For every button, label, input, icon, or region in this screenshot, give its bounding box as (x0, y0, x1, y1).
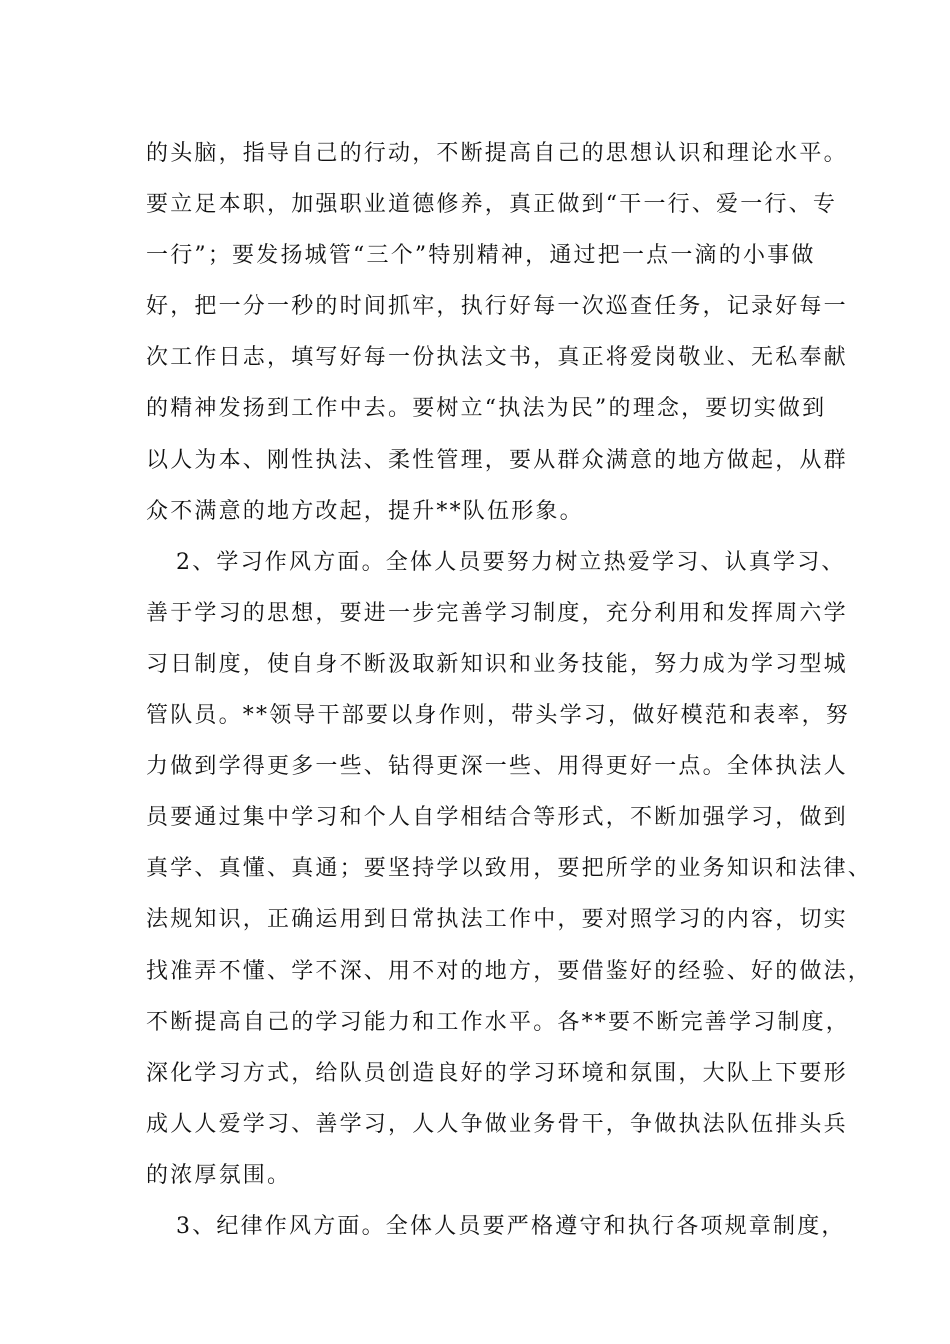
paragraph-start-line: 3、纪律作风方面。全体人员要严格遵守和执行各项规章制度， (176, 1213, 846, 1239)
text-line: 找准弄不懂、学不深、用不对的地方，要借鉴好的经验、好的做法， (146, 958, 873, 984)
text-line: 力做到学得更多一些、钻得更深一些、用得更好一点。全体执法人 (146, 754, 848, 780)
text-line: 的头脑，指导自己的行动，不断提高自己的思想认识和理论水平。 (146, 141, 848, 166)
text-line: 的精神发扬到工作中去。要树立“执法为民”的理念，要切实做到 (146, 396, 827, 422)
text-line: 以人为本、刚性执法、柔性管理，要从群众满意的地方做起，从群 (146, 447, 848, 473)
document-body (146, 128, 873, 1252)
paragraph-start-line: 2、学习作风方面。全体人员要努力树立热爱学习、认真学习、 (176, 549, 846, 575)
text-line: 次工作日志，填写好每一份执法文书，真正将爱岗敬业、无私奉献 (146, 345, 848, 371)
text-line: 法规知识，正确运用到日常执法工作中，要对照学习的内容，切实 (146, 907, 848, 933)
text-line: 要立足本职，加强职业道德修养，真正做到“干一行、爱一行、专 (146, 192, 838, 218)
text-line: 一行”；要发扬城管“三个”特别精神，通过把一点一滴的小事做 (146, 243, 816, 269)
text-line: 好，把一分一秒的时间抓牢，执行好每一次巡查任务，记录好每一 (146, 294, 848, 320)
text-line: 管队员。**领导干部要以身作则，带头学习，做好模范和表率，努 (146, 703, 851, 729)
text-line: 众不满意的地方改起，提升**队伍形象。 (146, 498, 584, 524)
text-line: 的浓厚氛围。 (146, 1162, 292, 1188)
text-line: 深化学习方式，给队员创造良好的学习环境和氛围，大队上下要形 (146, 1060, 848, 1086)
text-line: 善于学习的思想，要进一步完善学习制度，充分利用和发挥周六学 (146, 600, 848, 626)
text-line: 员要通过集中学习和个人自学相结合等形式，不断加强学习，做到 (146, 805, 848, 831)
text-line: 真学、真懂、真通；要坚持学以致用，要把所学的业务知识和法律、 (146, 856, 873, 882)
text-line: 不断提高自己的学习能力和工作水平。各**要不断完善学习制度， (146, 1009, 851, 1035)
text-line: 成人人爱学习、善学习，人人争做业务骨干，争做执法队伍排头兵 (146, 1111, 848, 1137)
text-line: 习日制度，使自身不断汲取新知识和业务技能，努力成为学习型城 (146, 651, 848, 677)
